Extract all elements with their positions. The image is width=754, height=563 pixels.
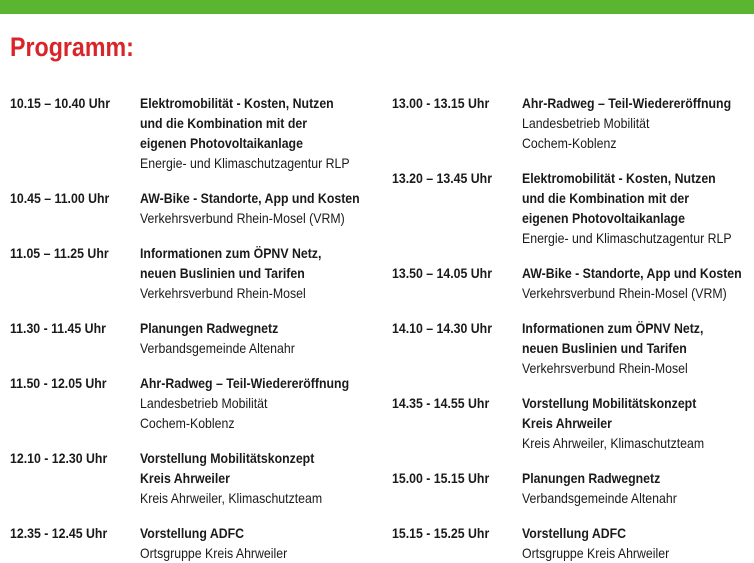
entry-content [522, 523, 752, 563]
schedule-column-left [10, 93, 370, 563]
entry-content [140, 318, 370, 358]
entry-organizer-line: Landesbetrieb Mobilität [522, 115, 650, 131]
entry-organizer-line: Energie- und Klimaschutzagentur RLP [140, 155, 350, 171]
entry-time: 12.10 - 12.30 Uhr [10, 450, 108, 466]
entry-content [522, 263, 752, 303]
schedule-entry [10, 373, 370, 433]
entry-title-line: und die Kombination mit der [522, 190, 690, 206]
schedule-entry [392, 468, 752, 508]
schedule-entry [392, 168, 752, 248]
entry-organizer-line: Verbandsgemeinde Altenahr [140, 340, 295, 356]
entry-organizer-line: Cochem-Koblenz [140, 415, 235, 431]
entry-organizer-line: Verkehrsverbund Rhein-Mosel (VRM) [522, 285, 727, 301]
entry-time: 11.05 – 11.25 Uhr [10, 245, 109, 261]
entry-title-line: AW-Bike - Standorte, App und Kosten [522, 265, 742, 281]
entry-content [140, 243, 370, 303]
entry-title-line: Planungen Radwegnetz [522, 470, 661, 486]
entry-title-line: Informationen zum ÖPNV Netz, [140, 245, 322, 261]
schedule-entry [10, 93, 370, 173]
entry-title-line: AW-Bike - Standorte, App und Kosten [140, 190, 360, 206]
entry-title-line: Kreis Ahrweiler [522, 415, 612, 431]
entry-title-line: Elektromobilität - Kosten, Nutzen [522, 170, 716, 186]
entry-content [522, 93, 752, 153]
entry-title-line: Vorstellung ADFC [140, 525, 245, 541]
entry-title-line: Vorstellung Mobilitätskonzept [140, 450, 315, 466]
entry-title-line: neuen Buslinien und Tarifen [522, 340, 687, 356]
entry-content [522, 318, 752, 378]
schedule-entry [10, 448, 370, 508]
entry-time: 15.00 - 15.15 Uhr [392, 470, 490, 486]
entry-organizer-line: Verbandsgemeinde Altenahr [522, 490, 677, 506]
entry-organizer-line: Ortsgruppe Kreis Ahrweiler [522, 545, 670, 561]
entry-content [140, 373, 370, 433]
entry-title-line: eigenen Photovoltaikanlage [140, 135, 303, 151]
entry-title-line: Ahr-Radweg – Teil-Wiedereröffnung [522, 95, 732, 111]
schedule-entry [392, 318, 752, 378]
schedule-entry [10, 523, 370, 563]
entry-time: 13.00 - 13.15 Uhr [392, 95, 490, 111]
schedule-entry [10, 188, 370, 228]
schedule-entry [10, 318, 370, 358]
entry-organizer-line: Verkehrsverbund Rhein-Mosel [522, 360, 688, 376]
entry-time: 13.50 – 14.05 Uhr [392, 265, 493, 281]
entry-time: 14.35 - 14.55 Uhr [392, 395, 490, 411]
schedule-column-right [392, 93, 752, 563]
schedule-entry [392, 523, 752, 563]
entry-time: 15.15 - 15.25 Uhr [392, 525, 490, 541]
page-title: Programm: [10, 32, 134, 62]
entry-organizer-line: Cochem-Koblenz [522, 135, 617, 151]
entry-time: 14.10 – 14.30 Uhr [392, 320, 493, 336]
entry-title-line: Informationen zum ÖPNV Netz, [522, 320, 704, 336]
entry-time: 11.30 - 11.45 Uhr [10, 320, 106, 336]
entry-time: 12.35 - 12.45 Uhr [10, 525, 108, 541]
top-accent-bar [0, 0, 754, 14]
entry-content [522, 168, 752, 248]
entry-title-line: eigenen Photovoltaikanlage [522, 210, 685, 226]
entry-title-line: Kreis Ahrweiler [140, 470, 230, 486]
entry-time: 13.20 – 13.45 Uhr [392, 170, 493, 186]
entry-organizer-line: Energie- und Klimaschutzagentur RLP [522, 230, 732, 246]
schedule-entry [392, 263, 752, 303]
entry-organizer-line: Kreis Ahrweiler, Klimaschutzteam [140, 490, 323, 506]
schedule-entry [392, 393, 752, 453]
entry-title-line: und die Kombination mit der [140, 115, 308, 131]
entry-title-line: neuen Buslinien und Tarifen [140, 265, 305, 281]
entry-title-line: Planungen Radwegnetz [140, 320, 279, 336]
entry-title-line: Elektromobilität - Kosten, Nutzen [140, 95, 334, 111]
entry-organizer-line: Kreis Ahrweiler, Klimaschutzteam [522, 435, 705, 451]
schedule-entry [392, 93, 752, 153]
entry-organizer-line: Verkehrsverbund Rhein-Mosel [140, 285, 306, 301]
entry-title-line: Vorstellung Mobilitätskonzept [522, 395, 697, 411]
entry-content [522, 393, 752, 453]
entry-organizer-line: Ortsgruppe Kreis Ahrweiler [140, 545, 288, 561]
schedule-entry [10, 243, 370, 303]
entry-time: 10.45 – 11.00 Uhr [10, 190, 110, 206]
entry-content [522, 468, 752, 508]
entry-time: 10.15 – 10.40 Uhr [10, 95, 111, 111]
entry-content [140, 523, 370, 563]
entry-title-line: Vorstellung ADFC [522, 525, 627, 541]
entry-organizer-line: Landesbetrieb Mobilität [140, 395, 268, 411]
entry-time: 11.50 - 12.05 Uhr [10, 375, 107, 391]
entry-content [140, 93, 370, 173]
entry-organizer-line: Verkehrsverbund Rhein-Mosel (VRM) [140, 210, 345, 226]
entry-title-line: Ahr-Radweg – Teil-Wiedereröffnung [140, 375, 350, 391]
entry-content [140, 188, 370, 228]
entry-content [140, 448, 370, 508]
